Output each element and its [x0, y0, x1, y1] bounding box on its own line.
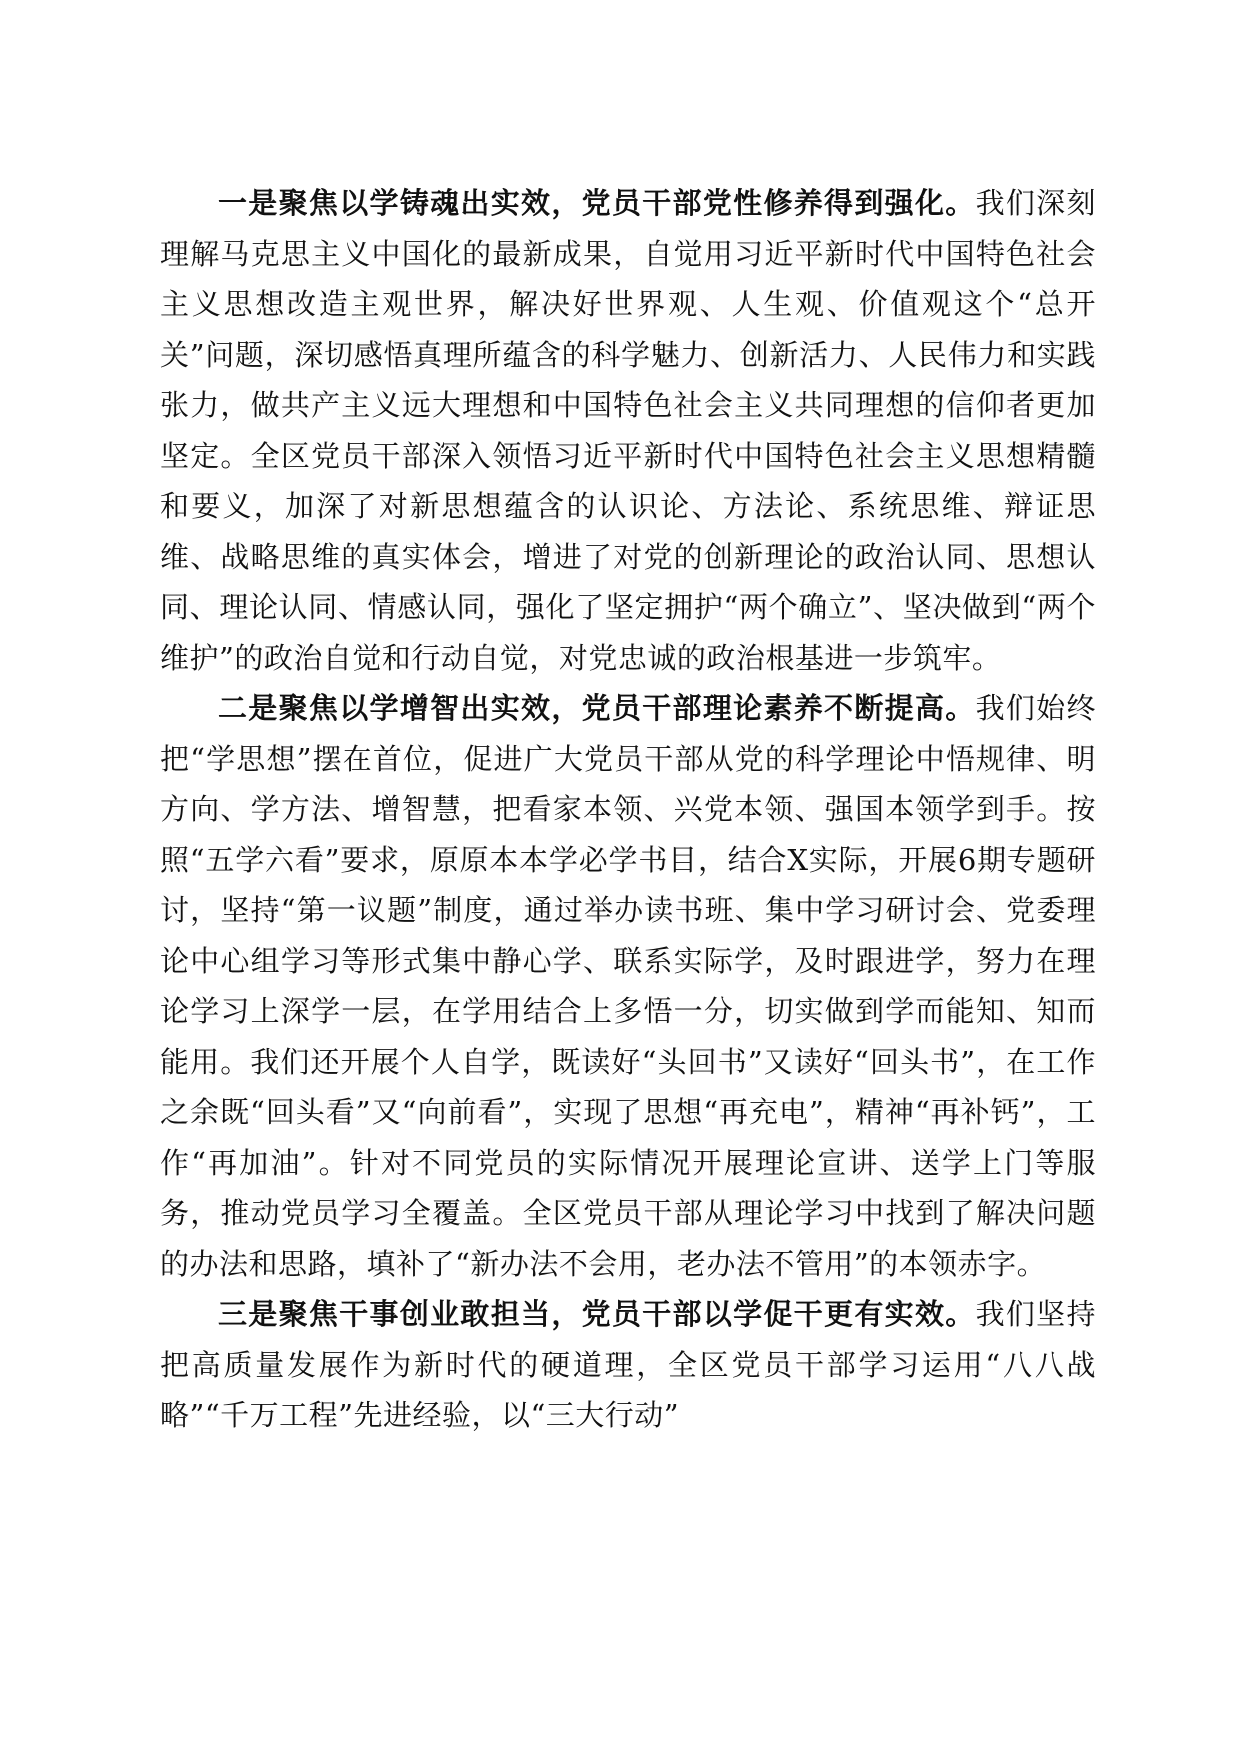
- paragraph-2-heading: 二是聚焦以学增智出实效，党员干部理论素养不断提高。: [218, 691, 976, 725]
- paragraph-1: [160, 178, 1096, 683]
- paragraph-3-body: 我们坚持把高质量发展作为新时代的硬道理，全区党员干部学习运用“八八战略”“千万工程”先进经验，以“三大行动”: [160, 1297, 1096, 1432]
- paragraph-3-heading: 三是聚焦干事创业敢担当，党员干部以学促干更有实效。: [218, 1297, 976, 1331]
- paragraph-2-body: 我们始终把“学思想”摆在首位，促进广大党员干部从党的科学理论中悟规律、明方向、学方法、增智慧，把看家本领、兴党本领、强国本领学到手。按照“五学六看”要求，原原本本学必学书目，结合X实际，开展6期专题研讨，坚持“第一议题”制度，通过举办读书班、集中学习研讨会、党委理论中心组学习等形式集中静心学、联系实际学，及时跟进学，努力在理论学习上深学一层，在学用结合上多悟一分，切实做到学而能知、知而能用。我们还开展个人自学，既读好“头回书”又读好“回头书”，在工作之余既“回头看”又“向前看”，实现了思想“再充电”，精神“再补钙”，工作“再加油”。针对不同党员的实际情况开展理论宣讲、送学上门等服务，推动党员学习全覆盖。全区党员干部从理论学习中找到了解决问题的办法和思路，填补了“新办法不会用，老办法不管用”的本领赤字。: [160, 691, 1096, 1281]
- document-page: [160, 178, 1096, 1441]
- paragraph-1-body: 我们深刻理解马克思主义中国化的最新成果，自觉用习近平新时代中国特色社会主义思想改造主观世界，解决好世界观、人生观、价值观这个“总开关”问题，深切感悟真理所蕴含的科学魅力、创新活力、人民伟力和实践张力，做共产主义远大理想和中国特色社会主义共同理想的信仰者更加坚定。全区党员干部深入领悟习近平新时代中国特色社会主义思想精髓和要义，加深了对新思想蕴含的认识论、方法论、系统思维、辩证思维、战略思维的真实体会，增进了对党的创新理论的政治认同、思想认同、理论认同、情感认同，强化了坚定拥护“两个确立”、坚决做到“两个维护”的政治自觉和行动自觉，对党忠诚的政治根基进一步筑牢。: [160, 186, 1096, 675]
- paragraph-1-heading: 一是聚焦以学铸魂出实效，党员干部党性修养得到强化。: [218, 186, 976, 220]
- paragraph-3: [160, 1289, 1096, 1441]
- paragraph-2: [160, 683, 1096, 1289]
